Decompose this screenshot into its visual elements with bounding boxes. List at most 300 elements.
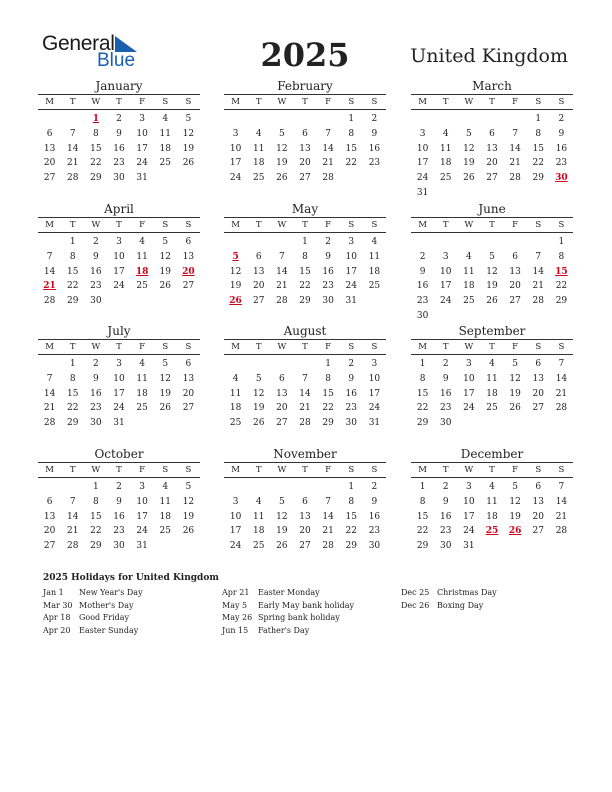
day-cell: 19: [509, 388, 521, 399]
day-cell: 14: [509, 143, 521, 154]
holidays-title: 2025 Holidays for United Kingdom: [43, 573, 219, 583]
day-grid: [38, 480, 200, 554]
month-name: July: [107, 324, 131, 338]
day-cell: 3: [232, 128, 239, 139]
day-cell: 22: [416, 403, 429, 414]
empty-day-cell: [457, 235, 480, 250]
holiday-day-cell: 18: [135, 266, 149, 277]
day-cell: 19: [276, 158, 288, 169]
day-cell: 7: [69, 496, 76, 507]
weekday-label: T: [69, 342, 76, 352]
weekday-label: M: [45, 342, 54, 352]
day-cell: 21: [66, 526, 79, 537]
holiday-entry: [222, 612, 354, 625]
day-cell: 9: [92, 373, 99, 384]
weekday-label: W: [277, 220, 287, 230]
day-cell: 3: [116, 359, 122, 369]
day-cell: 26: [486, 296, 498, 307]
day-cell: 2: [558, 114, 565, 124]
calendar-year: 2025: [260, 36, 350, 74]
day-cell: 21: [555, 511, 568, 522]
day-cell: 13: [299, 143, 311, 154]
weekday-label: T: [69, 465, 76, 475]
holiday-name: Good Friday: [79, 613, 130, 623]
day-cell: 16: [439, 511, 452, 522]
day-cell: 20: [43, 158, 56, 169]
day-cell: 7: [302, 373, 308, 384]
day-cell: 24: [136, 158, 148, 169]
holiday-entry: [401, 600, 497, 613]
day-cell: 15: [90, 511, 102, 522]
day-cell: 30: [416, 310, 429, 321]
holiday-entry: [43, 587, 143, 600]
day-cell: 4: [442, 128, 449, 139]
holiday-date: Jan 1: [43, 588, 64, 597]
month-name: February: [277, 79, 333, 93]
day-cell: 29: [555, 296, 568, 307]
day-cell: 20: [182, 388, 195, 399]
day-cell: 28: [66, 173, 79, 184]
day-cell: 6: [278, 373, 285, 384]
day-cell: 7: [558, 359, 565, 369]
day-cell: 7: [325, 496, 331, 507]
day-cell: 18: [229, 403, 242, 414]
day-cell: 14: [66, 143, 79, 154]
day-cell: 28: [555, 403, 568, 414]
weekday-label: W: [464, 465, 474, 475]
weekday-label: M: [418, 465, 427, 475]
day-cell: 22: [345, 158, 357, 169]
day-cell: 19: [463, 158, 475, 169]
weekday-label: M: [45, 220, 54, 230]
day-cell: 27: [532, 526, 544, 537]
day-cell: 9: [371, 128, 378, 139]
day-cell: 10: [345, 251, 357, 262]
holiday-entry: [43, 625, 143, 638]
day-cell: 15: [299, 266, 311, 277]
weekday-label: T: [489, 342, 495, 352]
weekday-label: W: [464, 97, 474, 107]
day-cell: 26: [276, 541, 288, 552]
day-cell: 13: [43, 511, 56, 522]
day-cell: 23: [113, 158, 125, 169]
holiday-name: Easter Monday: [258, 588, 320, 597]
empty-day-cell: [224, 112, 247, 127]
day-cell: 3: [139, 482, 145, 492]
day-cell: 23: [368, 158, 381, 169]
day-cell: 18: [252, 158, 265, 169]
day-cell: 28: [299, 418, 311, 429]
day-cell: 23: [439, 526, 452, 537]
day-cell: 8: [325, 373, 331, 384]
day-cell: 14: [532, 266, 544, 277]
day-cell: 11: [252, 143, 265, 154]
day-cell: 11: [368, 251, 381, 262]
day-cell: 19: [486, 281, 498, 292]
day-cell: 2: [325, 237, 331, 247]
month-name: August: [283, 324, 327, 338]
day-cell: 16: [322, 266, 334, 277]
day-cell: 8: [535, 128, 542, 139]
day-cell: 13: [486, 143, 498, 154]
weekday-label: T: [116, 97, 122, 107]
weekday-header: [411, 94, 573, 110]
day-cell: 13: [252, 266, 265, 277]
holiday-date: Apr 20: [43, 625, 71, 635]
day-cell: 19: [509, 511, 521, 522]
weekday-label: F: [139, 97, 146, 107]
day-cell: 31: [136, 541, 148, 552]
day-cell: 17: [368, 388, 381, 399]
generalblue-logo: [42, 32, 152, 72]
weekday-label: T: [442, 97, 449, 107]
day-cell: 21: [66, 158, 79, 169]
day-cell: 2: [442, 482, 449, 492]
empty-day-cell: [317, 112, 340, 127]
day-cell: 21: [555, 388, 568, 399]
weekday-label: T: [489, 97, 495, 107]
day-cell: 1: [535, 114, 542, 124]
day-cell: 23: [555, 158, 568, 169]
day-cell: 12: [276, 511, 288, 522]
day-cell: 10: [463, 373, 475, 384]
holiday-name: Easter Sunday: [79, 625, 139, 635]
empty-day-cell: [434, 112, 457, 127]
empty-day-cell: [38, 480, 61, 495]
day-cell: 6: [302, 496, 308, 507]
day-cell: 24: [463, 526, 475, 537]
day-cell: 28: [43, 296, 56, 307]
day-cell: 23: [345, 403, 357, 414]
day-cell: 7: [46, 251, 53, 262]
weekday-header: [38, 462, 200, 478]
day-cell: 6: [512, 251, 518, 262]
day-cell: 20: [299, 158, 311, 169]
month-june: [411, 202, 573, 324]
weekday-label: T: [255, 342, 262, 352]
weekday-label: S: [348, 97, 355, 107]
day-cell: 1: [69, 359, 76, 369]
day-cell: 23: [90, 281, 102, 292]
day-cell: 21: [299, 403, 311, 414]
weekday-header: [38, 339, 200, 355]
day-cell: 1: [348, 114, 355, 124]
weekday-label: S: [185, 465, 192, 475]
day-cell: 8: [92, 128, 99, 139]
day-cell: 5: [185, 114, 192, 124]
weekday-label: S: [558, 465, 565, 475]
day-cell: 2: [419, 251, 426, 262]
day-cell: 2: [116, 482, 122, 492]
day-cell: 14: [322, 143, 334, 154]
day-cell: 9: [116, 128, 122, 139]
day-cell: 7: [535, 251, 542, 262]
day-cell: 10: [416, 143, 429, 154]
empty-day-cell: [270, 112, 293, 127]
weekday-label: F: [139, 220, 146, 230]
month-march: [411, 79, 573, 201]
day-cell: 4: [465, 251, 472, 262]
day-cell: 3: [139, 114, 145, 124]
empty-day-cell: [317, 480, 340, 495]
day-cell: 7: [325, 128, 331, 139]
day-cell: 1: [558, 237, 565, 247]
logo-word-blue: Blue: [97, 50, 136, 71]
holiday-day-cell: 15: [555, 266, 568, 277]
day-cell: 12: [229, 266, 242, 277]
day-cell: 19: [229, 281, 242, 292]
day-cell: 18: [486, 511, 498, 522]
day-cell: 27: [276, 418, 288, 429]
month-name: November: [273, 447, 337, 461]
weekday-label: M: [418, 220, 427, 230]
day-cell: 13: [276, 388, 288, 399]
empty-day-cell: [247, 235, 270, 250]
holiday-day-cell: 26: [508, 526, 522, 537]
weekday-label: S: [558, 342, 565, 352]
day-cell: 19: [182, 511, 195, 522]
day-cell: 31: [345, 296, 357, 307]
holiday-entry: [222, 587, 354, 600]
day-cell: 20: [252, 281, 265, 292]
day-cell: 21: [276, 281, 288, 292]
day-grid: [224, 357, 386, 431]
day-cell: 22: [299, 281, 311, 292]
day-cell: 24: [229, 173, 242, 184]
day-cell: 25: [252, 541, 265, 552]
day-cell: 28: [532, 296, 544, 307]
holiday-name: Christmas Day: [437, 588, 497, 597]
day-cell: 11: [486, 373, 498, 384]
weekday-label: S: [348, 220, 355, 230]
day-cell: 9: [558, 128, 565, 139]
day-cell: 23: [439, 403, 452, 414]
day-cell: 17: [463, 388, 475, 399]
day-cell: 26: [182, 158, 195, 169]
day-cell: 29: [66, 296, 79, 307]
empty-day-cell: [270, 480, 293, 495]
day-cell: 12: [463, 143, 475, 154]
empty-day-cell: [504, 112, 527, 127]
weekday-label: W: [464, 342, 474, 352]
day-cell: 24: [368, 403, 381, 414]
month-october: [38, 447, 200, 554]
weekday-label: S: [162, 220, 169, 230]
day-cell: 11: [486, 496, 498, 507]
month-name: January: [95, 79, 143, 93]
day-cell: 5: [278, 128, 285, 139]
day-cell: 8: [92, 496, 99, 507]
empty-day-cell: [411, 112, 434, 127]
day-cell: 10: [463, 496, 475, 507]
holiday-name: Spring bank holiday: [258, 613, 340, 623]
day-cell: 24: [113, 281, 125, 292]
holiday-entry: [222, 625, 354, 638]
day-cell: 9: [92, 251, 99, 262]
weekday-label: F: [325, 97, 332, 107]
day-cell: 27: [299, 541, 311, 552]
day-cell: 14: [276, 266, 288, 277]
holiday-column: [222, 587, 354, 637]
day-cell: 13: [509, 266, 521, 277]
weekday-label: S: [535, 342, 542, 352]
weekday-label: T: [442, 342, 449, 352]
weekday-label: S: [371, 220, 378, 230]
day-cell: 19: [182, 143, 195, 154]
day-cell: 23: [113, 526, 125, 537]
empty-day-cell: [224, 480, 247, 495]
day-cell: 6: [185, 359, 192, 369]
day-grid: [224, 235, 386, 309]
day-cell: 24: [229, 541, 242, 552]
day-cell: 6: [535, 359, 542, 369]
weekday-header: [224, 339, 386, 355]
day-cell: 19: [159, 388, 171, 399]
day-cell: 7: [69, 128, 76, 139]
weekday-label: T: [255, 465, 262, 475]
weekday-label: F: [512, 220, 519, 230]
weekday-label: W: [91, 97, 101, 107]
weekday-label: S: [185, 97, 192, 107]
day-cell: 17: [229, 158, 242, 169]
day-cell: 11: [439, 143, 452, 154]
day-cell: 8: [69, 373, 76, 384]
day-cell: 16: [439, 388, 452, 399]
day-grid: [411, 112, 573, 201]
day-cell: 18: [136, 388, 148, 399]
day-cell: 18: [368, 266, 381, 277]
day-cell: 5: [162, 359, 169, 369]
empty-day-cell: [224, 357, 247, 372]
day-cell: 1: [419, 482, 426, 492]
day-cell: 28: [322, 173, 334, 184]
logo-word-general: General: [42, 32, 115, 55]
day-cell: 30: [439, 541, 452, 552]
day-cell: 7: [46, 373, 53, 384]
day-cell: 8: [419, 496, 426, 507]
day-cell: 20: [299, 526, 311, 537]
day-cell: 24: [136, 526, 148, 537]
day-cell: 10: [229, 143, 242, 154]
day-cell: 15: [345, 511, 357, 522]
empty-day-cell: [293, 357, 316, 372]
day-cell: 12: [509, 373, 521, 384]
weekday-label: S: [371, 342, 378, 352]
month-name: December: [460, 447, 524, 461]
day-cell: 14: [66, 511, 79, 522]
weekday-label: F: [512, 97, 519, 107]
empty-day-cell: [480, 235, 503, 250]
day-cell: 16: [90, 388, 102, 399]
day-cell: 2: [348, 359, 355, 369]
day-cell: 16: [555, 143, 568, 154]
day-cell: 15: [322, 388, 334, 399]
weekday-label: W: [277, 342, 287, 352]
weekday-label: S: [348, 465, 355, 475]
holiday-entry: [401, 587, 497, 600]
day-cell: 11: [252, 511, 265, 522]
day-cell: 11: [159, 128, 171, 139]
day-cell: 16: [416, 281, 429, 292]
day-cell: 18: [159, 143, 171, 154]
day-cell: 9: [419, 266, 426, 277]
day-cell: 17: [463, 511, 475, 522]
day-cell: 9: [325, 251, 331, 262]
holiday-day-cell: 20: [182, 266, 195, 277]
weekday-label: W: [91, 342, 101, 352]
day-cell: 24: [416, 173, 429, 184]
day-cell: 25: [486, 403, 498, 414]
day-cell: 3: [442, 251, 449, 262]
day-cell: 7: [278, 251, 285, 262]
day-cell: 1: [92, 482, 99, 492]
day-cell: 23: [322, 281, 334, 292]
weekday-label: T: [255, 97, 262, 107]
day-cell: 25: [136, 281, 148, 292]
day-grid: [224, 480, 386, 554]
day-cell: 26: [276, 173, 288, 184]
day-cell: 17: [416, 158, 429, 169]
empty-day-cell: [247, 480, 270, 495]
day-cell: 15: [66, 266, 79, 277]
empty-day-cell: [61, 112, 84, 127]
day-cell: 4: [139, 237, 145, 247]
day-cell: 28: [276, 296, 288, 307]
month-name: June: [478, 202, 506, 216]
day-cell: 17: [345, 266, 357, 277]
month-name: October: [94, 447, 144, 461]
weekday-label: S: [162, 97, 169, 107]
holiday-date: Dec 26: [401, 600, 430, 610]
holiday-name: New Year's Day: [79, 588, 143, 597]
empty-day-cell: [293, 480, 316, 495]
day-cell: 27: [532, 403, 544, 414]
day-cell: 20: [43, 526, 56, 537]
day-cell: 15: [416, 388, 429, 399]
day-cell: 2: [92, 237, 99, 247]
day-cell: 29: [90, 173, 102, 184]
day-cell: 2: [371, 482, 378, 492]
day-cell: 31: [416, 187, 429, 198]
day-cell: 6: [535, 482, 542, 492]
day-cell: 1: [302, 237, 308, 247]
month-november: [224, 447, 386, 554]
weekday-label: M: [418, 342, 427, 352]
weekday-label: W: [91, 220, 101, 230]
empty-day-cell: [457, 112, 480, 127]
day-cell: 13: [43, 143, 56, 154]
month-name: April: [104, 202, 134, 216]
day-cell: 29: [416, 418, 429, 429]
day-cell: 28: [43, 418, 56, 429]
day-cell: 28: [322, 541, 334, 552]
day-cell: 10: [136, 128, 148, 139]
day-cell: 18: [463, 281, 475, 292]
weekday-label: M: [231, 97, 240, 107]
day-cell: 24: [463, 403, 475, 414]
day-cell: 27: [43, 173, 56, 184]
day-cell: 9: [348, 373, 355, 384]
day-cell: 14: [299, 388, 311, 399]
day-cell: 27: [182, 281, 195, 292]
day-cell: 17: [229, 526, 242, 537]
day-cell: 22: [532, 158, 544, 169]
day-cell: 26: [182, 526, 195, 537]
day-cell: 12: [509, 496, 521, 507]
day-cell: 3: [371, 359, 378, 369]
weekday-header: [411, 339, 573, 355]
country-name: United Kingdom: [410, 45, 568, 67]
